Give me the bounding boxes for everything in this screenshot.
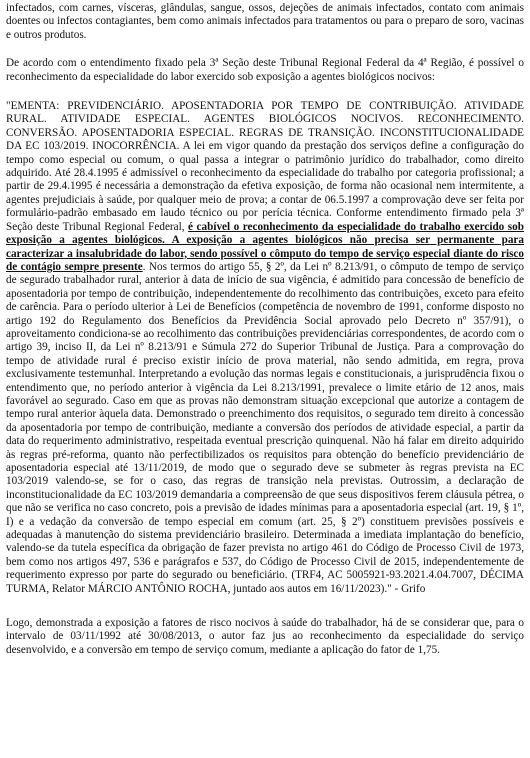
paragraph-conclusion: Logo, demonstrada a exposição a fatores de risco nocivos à saúde do trabalhador, há de se considerar que, para o intervalo de 03/11/1992 até 30/08/2013, o autor faz jus ao reconhecimento da especialidade do serviço desenvolvido, e a conversão em tempo de serviço comum, mediante a aplicação do fator de 1,75. — [6, 617, 524, 656]
paragraph-ementa-quote — [6, 100, 524, 596]
ementa-text-start: "EMENTA: PREVIDENCIÁRIO. APOSENTADORIA POR TEMPO DE CONTRIBUIÇÃO. ATIVIDADE RURAL. ATIVIDADE ESPECIAL. AGENTES BIOLÓGICOS NOCIVOS. RECONHECIMENTO. CONVERSÃO. APOSENTADORIA ESPECIAL. REGRAS DE TRANSIÇÃO. INCONSTITUCIONALIDADE DA EC 103/2019. INOCORRÊNCIA. A lei em vigor quando da prestação dos serviços define a configuração do tempo como especial ou comum, o qual passa a integrar o patrimônio jurídico do trabalhador, como direito adquirido. Até 28.4.1995 é admissível o reconhecimento da especialidade do trabalho por categoria profissional; a partir de 29.4.1995 é necessária a demonstração da efetiva exposição, de forma não ocasional nem intermitente, a agentes prejudiciais à saúde, por qualquer meio de prova; a contar de 06.5.1997 a comprovação deve ser feita por formulário-padrão embasado em laudo técnico ou por perícia técnica. Conforme entendimento firmado pela 3ª Seção deste Tribunal Regional Federal, — [6, 100, 524, 233]
ementa-highlighted-text: é cabível o reconhecimento da especialidade do trabalho exercido sob exposição a agentes biológicos. A exposição a agentes biológicos não precisa ser permanente para caracterizar a insalubridade do labor, sendo possível o cômputo do tempo de serviço especial diante do risco de contágio sempre presente — [6, 220, 524, 273]
paragraph-intro-continuation: infectados, com carnes, vísceras, glândulas, sangue, ossos, dejeções de animais infectados, contato com animais doentes ou infectos contagiantes, bem como animais infectados para tratamentos ou para o preparo de soro, vacinas e outros produtos. — [6, 2, 524, 41]
paragraph-jurisprudence-intro: De acordo com o entendimento fixado pela 3ª Seção deste Tribunal Regional Federal da 4ª Região, é possível o reconhecimento da especialidade do labor exercido sob exposição a agentes biológicos nocivos: — [6, 57, 524, 83]
ementa-text-end: . Nos termos do artigo 55, § 2º, da Lei nº 8.213/91, o cômputo de tempo de serviço de segurado trabalhador rural, anterior à data de início de sua vigência, é admitido para concessão de benefício de aposentadoria por tempo de contribuição, independentemente do recolhimento das contribuições, exceto para efeito de carência. Para o período ulterior à Lei de Benefícios (competência de novembro de 1991, conforme disposto no artigo 192 do Regulamento dos Benefícios da Previdência Social aprovado pelo Decreto nº 357/91), o aproveitamento condiciona-se ao recolhimento das contribuições previdenciárias correspondentes, de acordo com o artigo 39, inciso II, da Lei nº 8.213/91 e Súmula 272 do Superior Tribunal de Justiça. Para a comprovação do tempo de atividade rural é preciso existir início de prova material, não sendo admitida, em regra, prova exclusivamente testemunhal. Interpretando a evolução das normas legais e constitucionais, a jurisprudência fixou o entendimento que, no período anterior à vigência da Lei 8.213/1991, prevalece o limite etário de 12 anos, mais favorável ao segurado. Caso em que as provas não demonstram situação excepcional que autorize a contagem de tempo rural anterior àquela data. Demonstrado o preenchimento dos requisitos, o segurado tem direito à concessão da aposentadoria por tempo de contribuição, mediante a conversão dos períodos de atividade especial, a partir da data do requerimento administrativo, respeitada eventual prescrição quinquenal. Não há falar em direito adquirido às regras pré-reforma, quanto não perfectibilizados os requisitos para obtenção do benefício previdenciário de aposentadoria especial até 13/11/2019, de modo que o segurado deve se submeter às regras prevista na EC 103/2019 valendo-se, se for o caso, das regras de transição nela previstas. Outrossim, a declaração de inconstitucionalidade da EC 103/2019 demandaria a compreensão de que seus dispositivos ferem cláusula pétrea, o que não se verifica no caso concreto, pois a previsão de idades mínimas para a aposentadoria especial (art. 19, § 1º, I) e a vedação da conversão de tempo especial em comum (art. 25, § 2º) constituem previsões possíveis e adequadas à manutenção do sistema previdenciário brasileiro. Determinada a imediata implantação do benefício, valendo-se da tutela específica da obrigação de fazer prevista no artigo 461 do Código de Processo Civil de 1973, bem como nos artigos 497, 536 e parágrafos e 537, do Código de Processo Civil de 2015, independentemente de requerimento expresso por parte do segurado ou beneficiário. (TRF4, AC 5005921-93.2021.4.04.7007, DÉCIMA TURMA, Relator MÁRCIO ANTÔNIO ROCHA, juntado aos autos em 16/11/2023)." - Grifo — [6, 260, 525, 595]
